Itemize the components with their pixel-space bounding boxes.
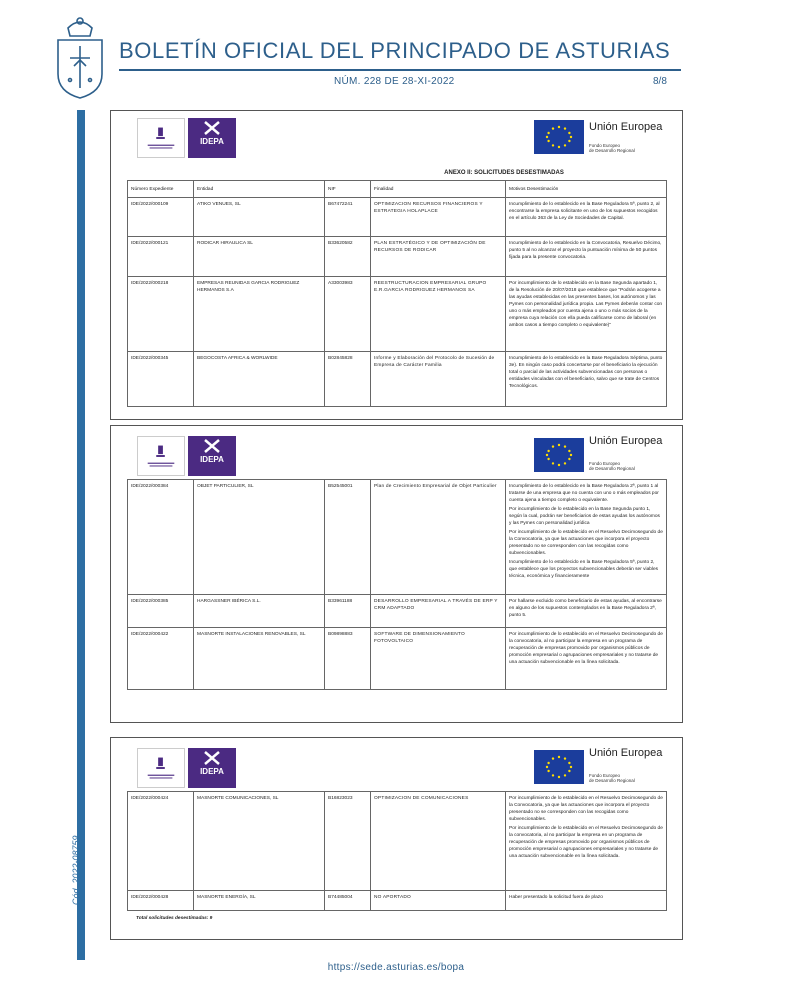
asturias-crest-icon [50,14,110,100]
table-header-row [128,181,667,198]
eu-subtitle: Fondo Europeo de Desarrollo Regional [589,773,635,783]
side-band [77,110,85,960]
idepa-logo [188,436,236,476]
idepa-logo [188,748,236,788]
rejected-table-1 [127,180,667,407]
eu-flag-icon [534,120,584,154]
bulletin-title: BOLETÍN OFICIAL DEL PRINCIPADO DE ASTURIAS [119,38,671,63]
table-row: IDE/2022/000385 HARGASSNER IBÉRICA S.L. B33961188 DESARROLLO EMPRESARIAL A TRAVÉS DE ERP Y CRM ADAPTADO Por hallarse excluido como beneficiario de estas ayudas, al encontrarse en alguno de los supuestos contemplados en la Base Reguladora 2ª, punto 5. [128,595,667,628]
eu-title: Unión Europea [589,121,663,133]
eu-title: Unión Europea [589,747,663,759]
col-header-entity: Entidad [194,181,325,198]
government-logo [137,436,185,476]
idepa-logo-text: IDEPA [200,767,224,776]
col-header-reasons: Motivos Desestimación [506,181,667,198]
idepa-logo-text: IDEPA [200,137,224,146]
issue-number: NÚM. 228 DE 28-XI-2022 [334,76,455,87]
rejected-table-3 [127,791,667,911]
eu-subtitle: Fondo Europeo de Desarrollo Regional [589,143,635,153]
table-row: IDE/2022/000121 RODICAR HIRAULICA SL B33620582 PLAN ESTRATÉGICO Y DE OPTIMIZACIÓN DE RECURSOS DE RODICAR Incumplimiento de lo establecido en la Convocatoria, Resuelvo Décimo, punto 5 al no alcanzar el proyecto la puntuación mínima de 50 puntos fijada para la presente convocatoria. [128,237,667,277]
page-number: 8/8 [653,76,667,87]
table-row: IDE/2022/000109 ATIKO VENUES, SL B67472241 OPTIMIZACION RECURSOS FINANCIEROS Y ESTRATEGIA HOLAPLACE Incumplimiento de lo establecido en la Base Reguladora 5ª, punto 2, al encontrarse la empresa solicitante en uno de los supuestos recogidos en el artículo 363 de la Ley de Sociedades de Capital. [128,198,667,237]
total-rejected: Total solicitudes desestimadas: 9 [136,916,213,921]
table-row: IDE/2022/000218 EMPRESAS REUNIDAS GARCIA RODRIGUEZ HERMANOS S.A A33003983 REESTRUCTURACION EMPRESARIAL GRUPO E.R.GARCIA RODRIGUEZ HERMANOS SA Por incumplimiento de lo establecido en la Base Segunda apartado 1, de la Resolución de 20/07/2018 que establece que "Podrán acogerse a las ayudas establecidas en las presentes bases, los autónomos y las Pymes con personalidad jurídica propia. Las Pymes deberán contar con uno o más empleados por cuenta ajena o uno o más socios de la empresa cuya relación con ella pueda calificarse como de laboral (en ambos casos a tiempo completo o equivalente)" [128,277,667,352]
table-row: IDE/2022/000422 MASNORTE INSTALACIONES RENOVABLES, SL B09898883 SOFTWARE DE DIMENSIONAMIENTO FOTOVOLTAICO Por incumplimiento de lo establecido en el Resuelvo Decimosegundo de la convocatoria, al no participar la empresa en un programa de recuperación de empresas promovido por organismos públicos de promoción empresarial o agrupaciones empresariales y no tratarse de una actuación subvencionable en la línea solicitada. [128,628,667,690]
table-box-2 [110,425,683,723]
rejected-table-2 [127,479,667,690]
table-box-3 [110,737,683,940]
annex-title: ANEXO II: SOLICITUDES DESESTIMADAS [444,170,564,176]
header-rule [119,69,681,71]
table-row: IDE/2022/000424 MASNORTE COMUNICACIONES, SL B16823023 OPTIMIZACION DE COMUNICACIONES Por incumplimiento de lo establecido en el Resuelvo Decimosegundo de la Convocatoria, ya que las actuaciones que incorpora el proyecto presentado no se corresponden con las recogidas como subvencionables. Por incumplimiento de lo establecido en el Resuelvo Decimosegundo de la convocatoria, al no participar la empresa en un programa de recuperación de empresas promovido por organismos públicos de promoción empresarial o agrupaciones empresariales y no tratarse de una actuación subvencionable en la línea solicitada. [128,792,667,891]
col-header-purpose: Finalidad [371,181,506,198]
document-code: Cód. 2022-08759 [71,835,81,905]
idepa-logo [188,118,236,158]
eu-title: Unión Europea [589,435,663,447]
footer-url[interactable]: https://sede.asturias.es/bopa [327,962,465,973]
eu-flag-icon [534,438,584,472]
table-box-1 [110,110,683,420]
table-row: IDE/2022/000345 BEGOCOSTA AFRICA & WORLWIDE B02845828 Informe y Elaboración del Protocolo de Sucesión de Empresa de Carácter Familia Incumplimiento de lo establecido en la Base Reguladora Séptima, punto 3e). En ningún caso podrá concertarse por el beneficiario la ejecución total o parcial de las actividades subvencionadas con personas o entidades vinculadas con el beneficiario, salvo que se trate de Centros Tecnológicos. [128,352,667,407]
government-logo [137,118,185,158]
col-header-exp: Número Expediente [128,181,194,198]
eu-subtitle: Fondo Europeo de Desarrollo Regional [589,461,635,471]
government-logo [137,748,185,788]
idepa-logo-text: IDEPA [200,455,224,464]
col-header-nif: NIF [325,181,371,198]
eu-flag-icon [534,750,584,784]
table-row: IDE/2022/000428 MASNORTE ENERGÍA, SL B74485004 NO APORTADO Haber presentado la solicitud fuera de plazo [128,891,667,911]
table-row: IDE/2022/000384 OBJET PARTICULIER, SL B52545001 Plan de Crecimiento Empresarial de Objet Particulier Incumplimiento de lo establecido en la Base Reguladora 2ª, punto 1 al tratarse de una empresa que no cuenta con uno o más empleados por cuenta ajena a tiempo completo o equivalente. Por incumplimiento de lo establecido en la Base Segunda punto 1, según la cual, podrán ser beneficiarios de estas ayudas los autónomos y las Pymes con personalidad jurídica Por incumplimiento de lo establecido en el Resuelvo Decimosegundo de la Convocatoria, ya que las actuaciones que incorpora el proyecto presentado no se corresponden con las recogidas como subvencionables. Incumplimiento de lo establecido en la Base Reguladora 5ª, punto 2, que establece que los proyectos subvencionables deberán ser viables técnica, económica y financieramente [128,480,667,595]
